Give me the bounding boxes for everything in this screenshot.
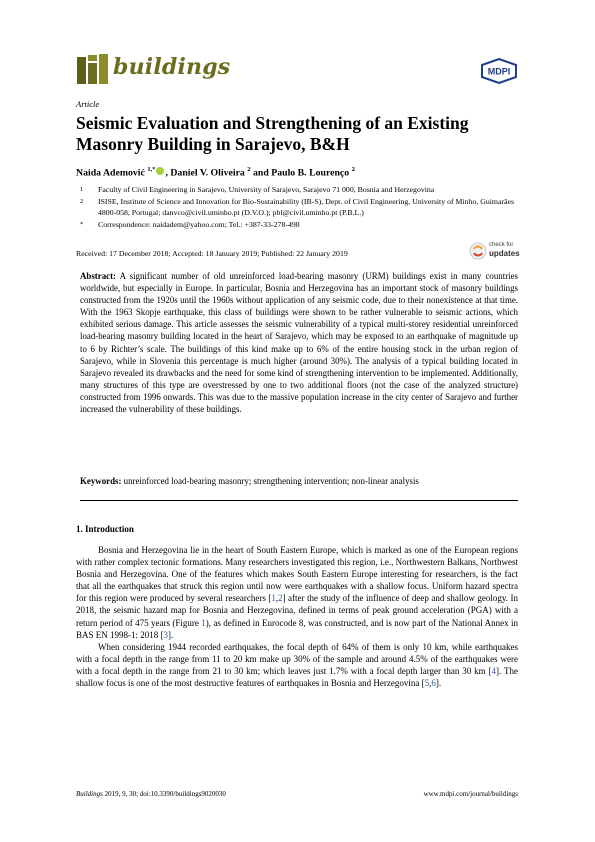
- affiliation-item: [76, 196, 526, 219]
- keywords-label: Keywords:: [80, 476, 122, 486]
- footer-citation-text: 2019, 9, 30; doi:10.3390/buildings9020030: [102, 790, 226, 798]
- journal-logo: [76, 53, 266, 87]
- author-name[interactable]: Paulo B. Lourenço: [271, 167, 352, 179]
- keywords: [80, 475, 518, 487]
- affiliation-item: [76, 184, 526, 196]
- affiliation-text: Faculty of Civil Engineering in Sarajevo, University of Sarajevo, Sarajevo 71 000, Bosnia and Herzegovina: [98, 185, 435, 194]
- footer-citation: [76, 790, 226, 798]
- citation-link[interactable]: 3: [163, 629, 168, 640]
- author-separator: and: [250, 167, 272, 179]
- citation-link[interactable]: 5: [424, 678, 430, 689]
- affiliation-item: [76, 219, 526, 231]
- mdpi-logo-icon: [479, 58, 519, 84]
- author-list: [76, 166, 355, 178]
- keywords-text: unreinforced load-bearing masonry; strengthening intervention; non-linear analysis: [123, 476, 419, 486]
- author-name[interactable]: Naida Ademović: [76, 167, 148, 179]
- paragraph-text: When considering 1944 recorded earthquakes, the focal depth of 64% of them is only 10 km, while earthquakes with a focal depth in the range from 11 to 20 km make up 30% of the sample and around 4.5% of the earthquakes were with a focal depth in the range from 21 to 30 km; which leaves just 1.7% with a focal depth larger than 30 km [: [76, 641, 518, 676]
- publication-dates: Received: 17 December 2018; Accepted: 18 January 2019; Published: 22 January 2019: [76, 249, 348, 258]
- author-name[interactable]: Daniel V. Oliveira: [170, 167, 248, 179]
- mdpi-text: MDPI: [487, 66, 511, 77]
- footer-journal-name: Buildings: [76, 790, 103, 798]
- paragraph: [76, 544, 518, 641]
- introduction-body: [76, 544, 518, 689]
- paragraph-text: ,: [275, 593, 279, 604]
- author-affiliation-mark: 2: [351, 166, 355, 173]
- divider: [80, 500, 518, 501]
- citation-link[interactable]: 1: [271, 593, 276, 604]
- citation-link[interactable]: 4: [491, 665, 497, 676]
- article-title: Seismic Evaluation and Strengthening of an Existing Masonry Building in Sarajevo, B&H: [76, 113, 469, 154]
- section-heading: 1. Introduction: [76, 524, 134, 534]
- article-type: Article: [76, 99, 100, 109]
- affiliation-text: Correspondence: naidadem@yahoo.com; Tel.: +387-33-278-498: [98, 219, 300, 229]
- abstract-text: A significant number of old unreinforced load-bearing masonry (URM) buildings exist in many countries worldwide, but especially in Europe. In particular, Bosnia and Herzegovina has an important stock of masonry buildings constructed from the 1920s until the 1960s without application of any seismic code, due to their nonexistence at that time. With the 1963 Skopje earthquake, this class of buildings were shown to be rather vulnerable to seismic actions, which exhibited serious damage. This article assesses the seismic vulnerability of a typical multi-storey residential unreinforced load-bearing masonry building located in the heart of Sarajevo, which may be exposed to an earthquake of magnitude up to 6 by Richter’s scale. The buildings of this kind make up to 6% of the entire housing stock in the urban region of Sarajevo, while in Slovenia this percentage is much higher (around 30%). The analysis of a typical building located in Sarajevo revealed its drawbacks and the need for some kind of strengthening intervention to be implemented. Additionally, many structures of this type are overstressed by one to two additional floors (not the case of the analyzed structure) constructed from 1996 onwards. This was due to the massive population increase in the city center of Sarajevo and further increased the vulnerability of these buildings.: [80, 271, 519, 415]
- updates-icon: [469, 242, 487, 260]
- affiliation-mark: *: [80, 220, 84, 228]
- affiliation-mark: 1: [80, 186, 84, 193]
- check-for-updates-badge[interactable]: [469, 240, 525, 264]
- buildings-logo-icon: [76, 53, 110, 85]
- footer-journal-url[interactable]: www.mdpi.com/journal/buildings: [423, 790, 518, 798]
- paragraph-text: ].: [435, 678, 442, 689]
- affiliations: [76, 184, 526, 230]
- paragraph: [76, 641, 518, 689]
- paragraph-text: ,: [429, 678, 432, 689]
- paragraph-text: ]. The shallow focus is one of the most destructive features of earthquakes in Bosnia and Herzegovina [: [76, 665, 519, 689]
- abstract: [80, 270, 518, 415]
- paragraph-text: ), as defined in Eurocode 8, was constructed, and is now part of the National Annex in BAS EN 1998-1: 2018 [: [76, 617, 518, 640]
- affiliation-text: ISISE, Institute of Science and Innovation for Bio-Sustainability (IB-S), Dept. of Civil Engineering, University of Minho, Guimarães 4800-058, Portugal; danvco@civil.uminho.pt (D.V.O.); pbl@civil.uminho.pt (P.B.L.): [98, 196, 514, 217]
- updates-line2: updates: [489, 249, 520, 258]
- paragraph-text: Bosnia and Herzegovina lie in the heart of South Eastern Europe, which is marked as one of the European regions with rather complex tectonic formations. Many researchers investigated this region, i.e., Northwestern Balkans, Northwest Bosnia and Herzegovina. One of the features which makes South Eastern Europe interesting for researchers, is the fact that all the earthquakes that struck this region until now were earthquakes with a shallow focus. Uniform hazard spectra for this region were produced by several researchers [: [76, 545, 518, 604]
- author-affiliation-mark: 1,*: [147, 166, 156, 173]
- journal-name: buildings: [113, 54, 231, 80]
- author-separator: ,: [165, 167, 171, 179]
- paragraph-text: ] after the study of the influence of deep and shallow geology. In 2018, the seismic hazard map for Bosnia and Herzegovina, defined in terms of peak ground acceleration (PGA) with a return period of 475 years (Figure: [76, 593, 518, 628]
- citation-link[interactable]: 2: [278, 593, 283, 604]
- abstract-label: Abstract:: [80, 271, 116, 281]
- citation-link[interactable]: 6: [431, 678, 436, 689]
- author-affiliation-mark: 2: [247, 166, 251, 173]
- paragraph-text: ].: [168, 629, 174, 640]
- updates-line1: check for: [489, 242, 514, 248]
- citation-link[interactable]: 1: [201, 617, 206, 628]
- orcid-icon[interactable]: [156, 167, 164, 175]
- affiliation-mark: 2: [80, 197, 84, 205]
